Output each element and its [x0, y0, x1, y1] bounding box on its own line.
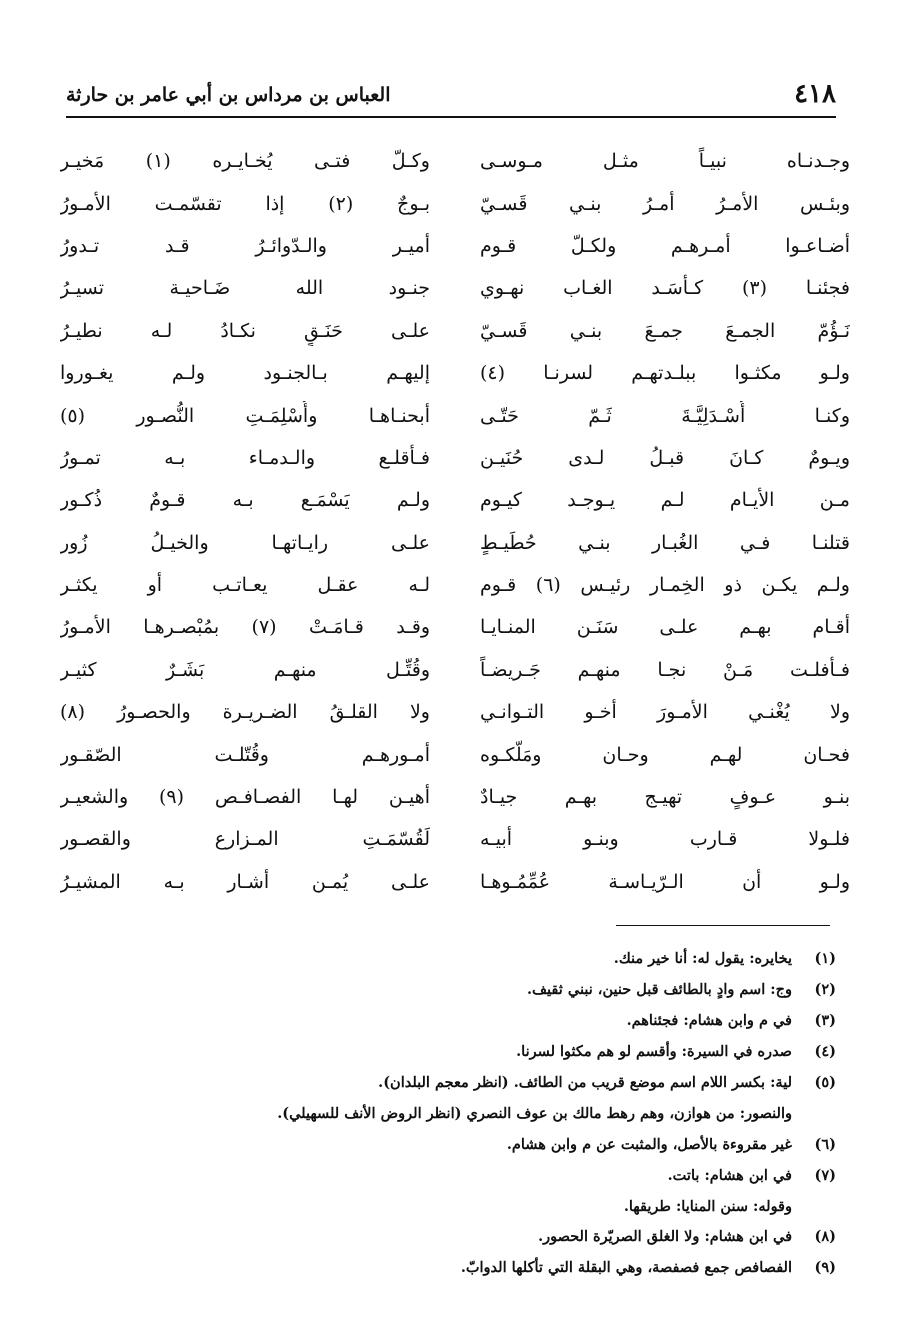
footnote-text: في ابن هشام: باتت.	[667, 1166, 792, 1184]
footnote-text: وقوله: سنن المنايا: طريقها.	[623, 1197, 792, 1215]
verse-second-hemistich: بـوجٌ (٢) إذا تقسّمـت الأمـورُ	[60, 192, 430, 215]
page-number: ٤١٨	[794, 79, 836, 109]
verse-second-hemistich: علـى يُمـن أشـار بـه المشيـرُ	[60, 870, 430, 893]
verse-first-hemistich: فحـان لهـم وحـان ومَلّكـوه	[480, 743, 850, 766]
footnote	[120, 1006, 836, 1037]
footnote-text: يخايره: يقول له: أنا خير منك.	[613, 950, 792, 968]
verse-second-hemistich: جنـود الله ضَـاحيـة تسيـرُ	[60, 277, 430, 300]
footnote-number: (٥)	[814, 1074, 836, 1091]
verse	[60, 352, 850, 394]
verse-first-hemistich: وكنـا أُسْـدَلِيَّـةَ ثَـمّ حَتّـى	[480, 404, 850, 427]
verse-second-hemistich: وكـلّ فتـى يُخـايـره (١) مَخيـر	[60, 150, 430, 173]
footnote-separator	[616, 925, 830, 926]
verse	[60, 564, 850, 606]
verse	[60, 818, 850, 860]
verse-first-hemistich: ولـو أن الـرّيـاسـة عُمِّمُـوهـا	[480, 870, 850, 893]
footnote-text: لية: بكسر اللام اسم موضع قريب من الطائف. (انظر معجم البلدان).	[378, 1074, 792, 1091]
verse-first-hemistich: فـأفلـت مَـنْ نجـا منهـم جَـريضـاً	[480, 658, 850, 681]
verse	[60, 733, 850, 775]
verse-second-hemistich: وقـد قـامَـتْ (٧) بمُبْصـرهـا الأمـورُ	[60, 616, 430, 639]
footnote-text: غير مقروءة بالأصل، والمثبت عن م وابن هشام.	[506, 1135, 792, 1153]
footnote-number: (٢)	[814, 981, 836, 999]
verse	[60, 606, 850, 648]
verse-second-hemistich: فـأقلـع والـدمـاء بـه تمـورُ	[60, 446, 430, 469]
verse-first-hemistich: ولا يُغْنـي الأمـورَ أخـو التـوانـي	[480, 701, 850, 724]
verse-first-hemistich: أقـام بهـم علـى سَنَـن المنـايـا	[480, 616, 850, 639]
footnote	[120, 1068, 836, 1099]
poem	[60, 140, 850, 903]
footnote-continuation	[120, 1098, 836, 1129]
verse-second-hemistich: علـى رايـاتهـا والخيـلُ زُور	[60, 531, 430, 554]
footnote-text: الفصافص جمع فصفصة، وهي البقلة التي تأكلها الدوابّ.	[460, 1259, 792, 1277]
verse	[60, 437, 850, 479]
verse-first-hemistich: مـن الأيـام لـم يـوجـد كيـوم	[480, 489, 850, 512]
verse	[60, 310, 850, 352]
verse	[60, 267, 850, 309]
footnote	[120, 975, 836, 1006]
verse-second-hemistich: أمـورهـم وقُتّلـت الصّقـور	[60, 743, 430, 766]
footnote-number: (٧)	[814, 1166, 836, 1184]
footnote-text: في ابن هشام: ولا الغلق الصريّرة الحصور.	[538, 1228, 792, 1246]
verse	[60, 522, 850, 564]
verse-second-hemistich: لَقُسّمَـتِ المـزارع والقصـور	[60, 828, 430, 851]
verse-second-hemistich: ولا القلـقُ الضـريـرة والحصـورُ (٨)	[60, 701, 430, 724]
footnote-text: وج: اسم وادٍ بالطائف قبل حنين، نبني ثقيف.	[527, 981, 792, 999]
verse-first-hemistich: بنـو عـوفٍ تهيـج بهـم جيـادٌ	[480, 786, 850, 809]
verse	[60, 479, 850, 521]
verse-second-hemistich: علـى حَنَـقٍ نكـادُ لـه نطيـرُ	[60, 319, 430, 342]
footnote-number: (٦)	[814, 1135, 836, 1153]
footnote	[120, 1253, 836, 1284]
verse-first-hemistich: ويـومٌ كـانَ قبـلُ لـدى حُنَيـن	[480, 446, 850, 469]
footnote	[120, 1037, 836, 1068]
verse	[60, 649, 850, 691]
verse	[60, 861, 850, 903]
verse-second-hemistich: إليهـم بـالجنـود ولـم يغـوروا	[60, 362, 430, 385]
verse-second-hemistich: لـه عقـل يعـاتـب أو يكثـر	[60, 574, 430, 597]
footnote-text: في م وابن هشام: فجئناهم.	[626, 1012, 792, 1030]
verse-first-hemistich: وبئـس الأمـرُ أمـرُ بنـي قَسـيّ	[480, 192, 850, 215]
verse-first-hemistich: ولـو مكثـوا ببلـدتهـم لسرنـا (٤)	[480, 362, 850, 385]
footnote	[120, 944, 836, 975]
verse-first-hemistich: أضـاعـوا أمـرهـم ولكـلّ قـوم	[480, 234, 850, 257]
verse	[60, 140, 850, 182]
verse-first-hemistich: فلـولا قـارب وبنـو أبيـه	[480, 828, 850, 851]
footnote	[120, 1222, 836, 1253]
footnote-number: (١)	[814, 950, 836, 968]
footnote-continuation	[120, 1191, 836, 1222]
verse-second-hemistich: أميـر والـدّوائـرُ قـد تـدورُ	[60, 234, 430, 257]
footnote-text: صدره في السيرة: وأقسم لو هم مكثوا لسرنا.	[516, 1043, 792, 1061]
verse-first-hemistich: قتلنـا فـي الغُبـار بنـي حُطَيـطٍ	[480, 531, 850, 554]
verse	[60, 776, 850, 818]
verse	[60, 394, 850, 436]
verse-first-hemistich: نَـؤُمّ الجمـعَ جمـعَ بنـي قَسـيّ	[480, 319, 850, 342]
verse	[60, 225, 850, 267]
verse	[60, 691, 850, 733]
footnote	[120, 1160, 836, 1191]
verse-first-hemistich: وجـدنـاه نبيـاً مثـل مـوسـى	[480, 150, 850, 173]
footnote-text: والنصور: من هوازن، وهم رهط مالك بن عوف النصري (انظر الروض الأنف للسهيلي).	[277, 1104, 792, 1122]
verse-second-hemistich: أبحنـاهـا وأُسْلِمَـتِ النُّصـور (٥)	[60, 404, 430, 427]
footnote-number: (٩)	[814, 1259, 836, 1277]
footnotes	[120, 944, 836, 1284]
verse-second-hemistich: ولـم يَسْمَـع بـه قـومٌ ذُكـور	[60, 489, 430, 512]
verse-first-hemistich: فجئنـا (٣) كـأسَـد الغـاب نهـوي	[480, 277, 850, 300]
footnote-number: (٣)	[814, 1012, 836, 1030]
footnote-number: (٤)	[814, 1043, 836, 1061]
page-header	[66, 76, 836, 118]
footnote	[120, 1129, 836, 1160]
verse-second-hemistich: أهيـن لهـا الفصـافـص (٩) والشعيـر	[60, 786, 430, 809]
verse-first-hemistich: ولـم يكـن ذو الخِمـار رئيـس (٦) قـوم	[480, 574, 850, 597]
running-title: العباس بن مرداس بن أبي عامر بن حارثة	[66, 84, 391, 106]
verse-second-hemistich: وقُتِّـل منهـم بَشَـرٌ كثيـر	[60, 658, 430, 681]
footnote-number: (٨)	[814, 1228, 836, 1246]
verse	[60, 182, 850, 224]
